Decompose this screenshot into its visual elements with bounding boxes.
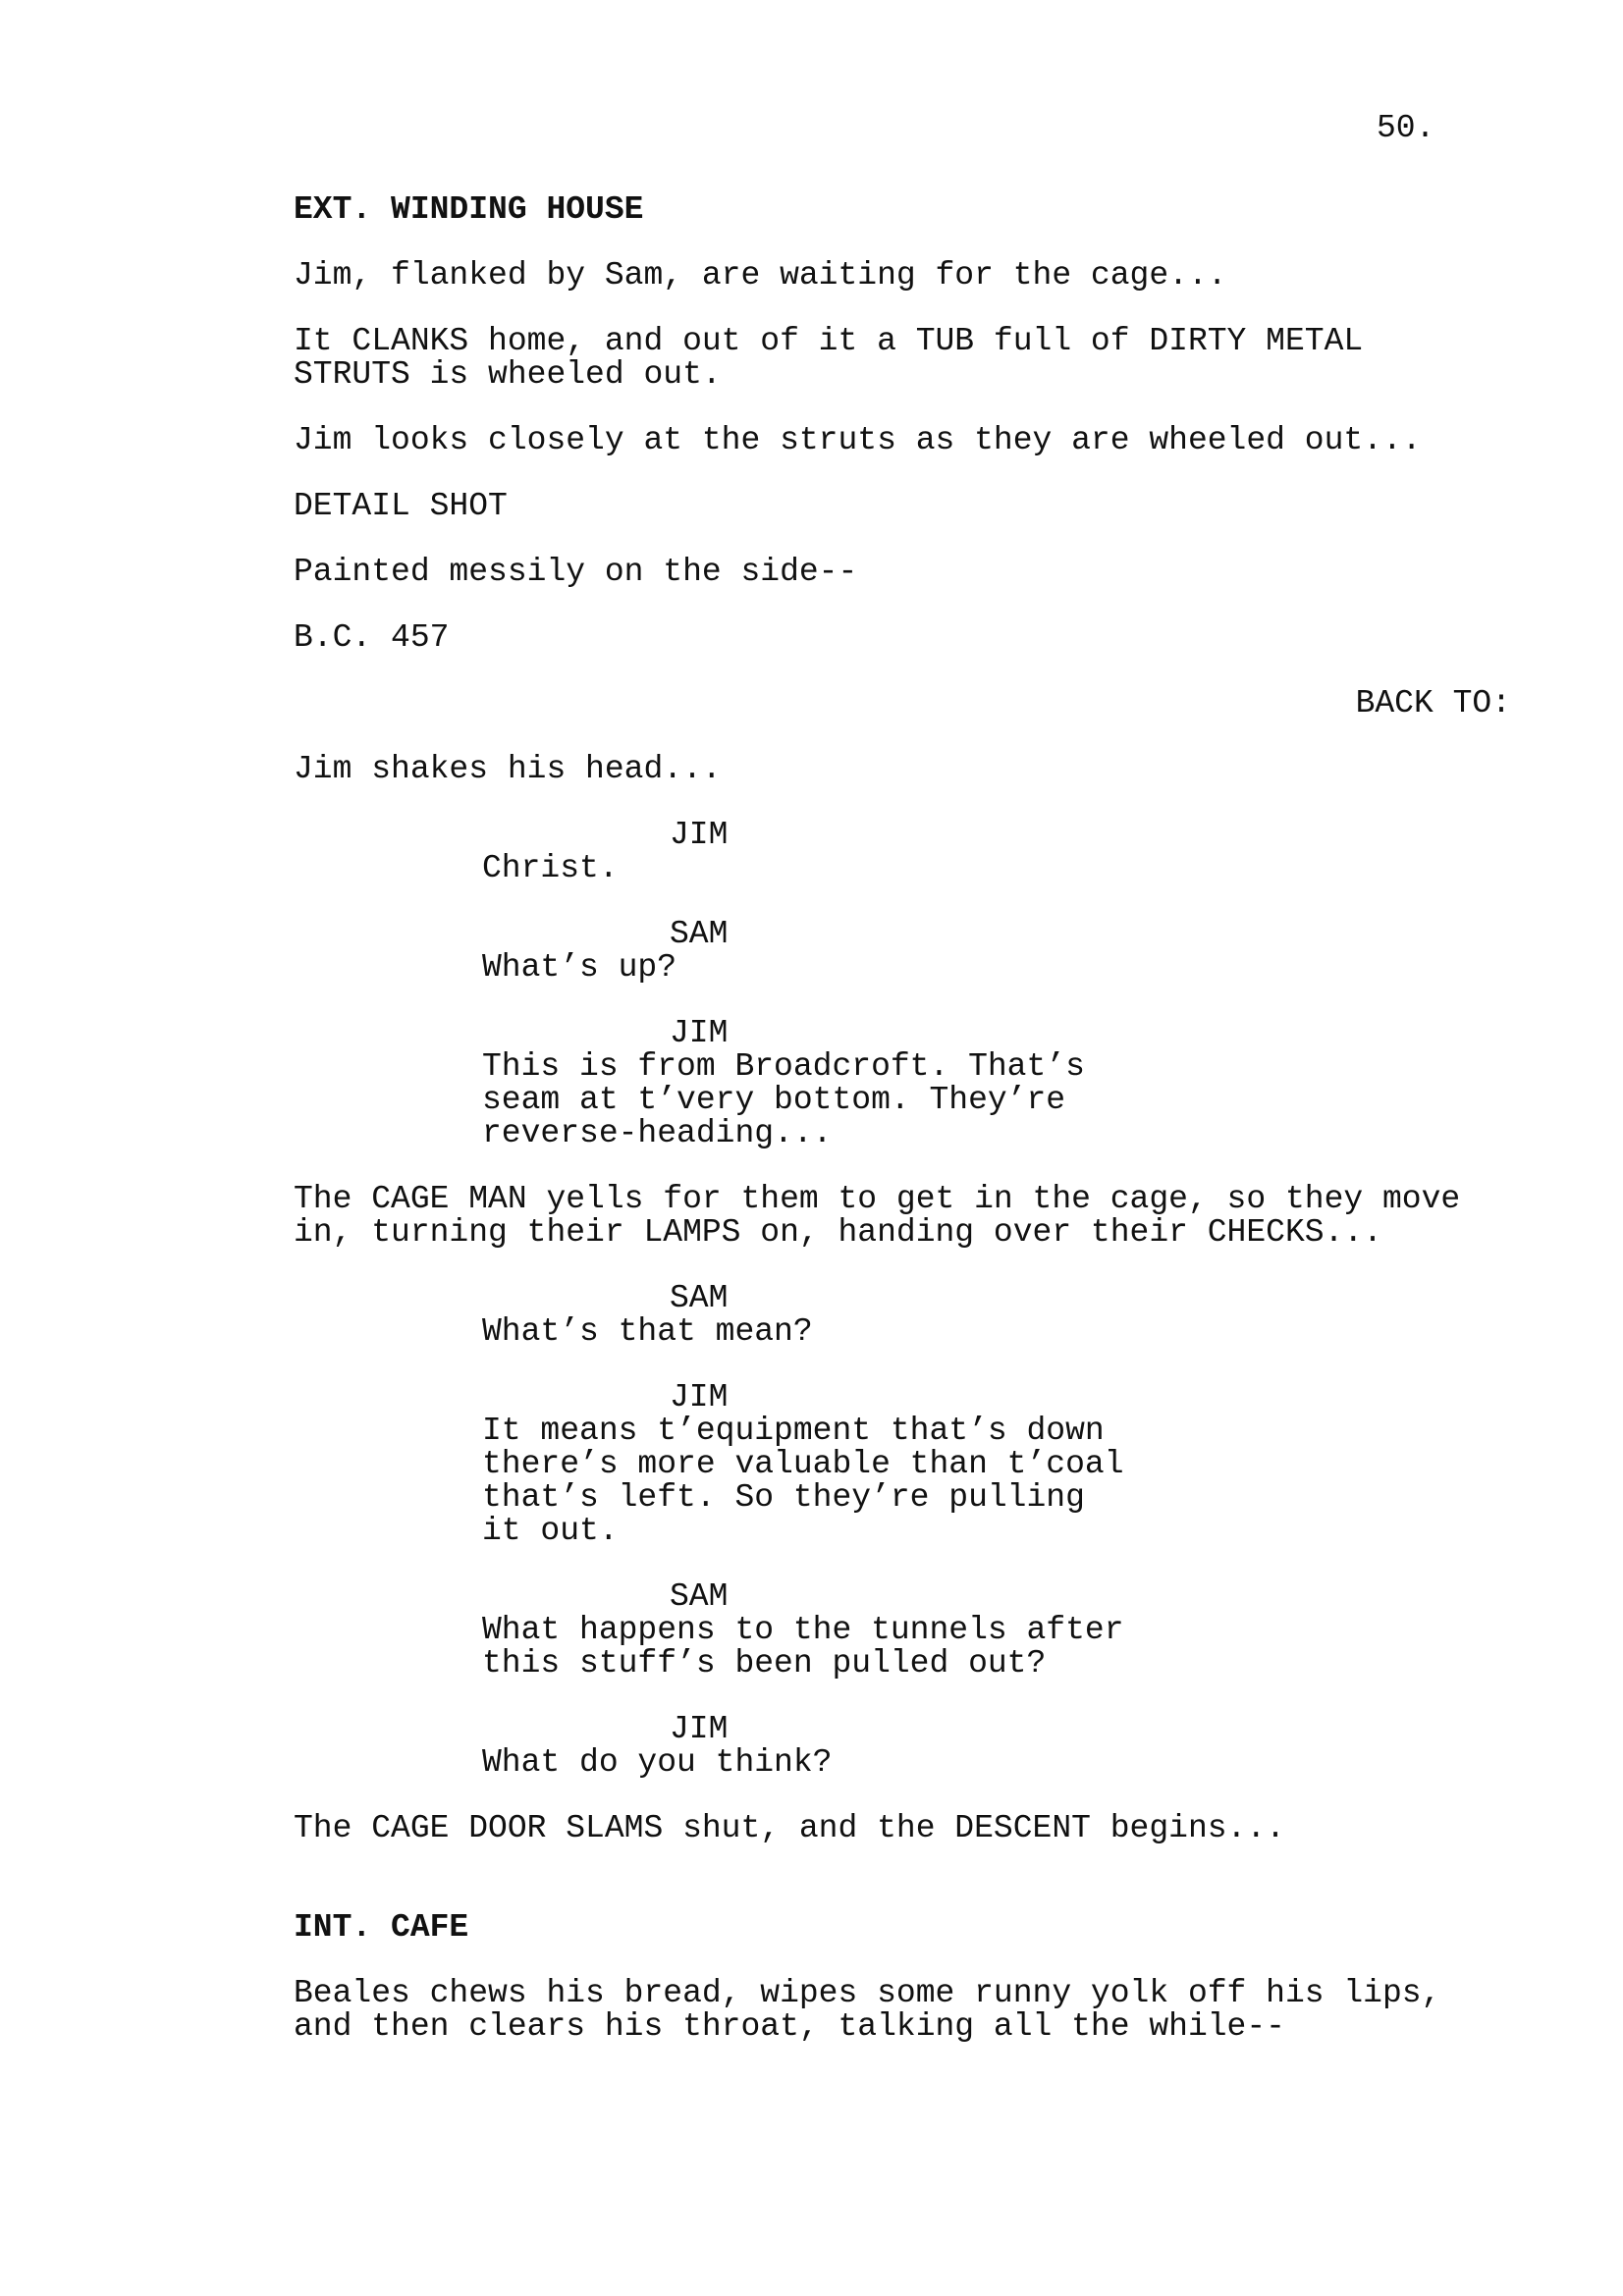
action-line: Painted messily on the side-- [294, 554, 858, 590]
dialogue-line: Christ. [482, 850, 619, 886]
character-name: SAM [670, 1280, 729, 1316]
character-name: SAM [670, 1578, 729, 1615]
dialogue-line: that’s left. So they’re pulling [482, 1479, 1085, 1516]
scene-heading: EXT. WINDING HOUSE [294, 191, 644, 228]
dialogue-line: It means t’equipment that’s down [482, 1413, 1105, 1449]
dialogue-line: What do you think? [482, 1744, 833, 1781]
dialogue-line: What’s that mean? [482, 1313, 813, 1350]
script-content [294, 193, 1511, 2044]
action-line: The CAGE DOOR SLAMS shut, and the DESCENT begins... [294, 1810, 1285, 1846]
character-name: JIM [670, 817, 729, 853]
action-line: Beales chews his bread, wipes some runny yolk off his lips, [294, 1975, 1441, 2011]
page-number: 50. [1377, 110, 1435, 146]
dialogue-line: there’s more valuable than t’coal [482, 1446, 1124, 1482]
shot-line: DETAIL SHOT [294, 488, 508, 524]
action-line: STRUTS is wheeled out. [294, 356, 722, 393]
dialogue-line: this stuff’s been pulled out? [482, 1645, 1047, 1682]
action-line: The CAGE MAN yells for them to get in the cage, so they move [294, 1181, 1461, 1217]
action-line: B.C. 457 [294, 619, 450, 656]
dialogue-line: What happens to the tunnels after [482, 1612, 1124, 1648]
action-line: Jim looks closely at the struts as they are wheeled out... [294, 422, 1422, 458]
action-line: It CLANKS home, and out of it a TUB full of DIRTY METAL [294, 323, 1364, 359]
character-name: JIM [670, 1711, 729, 1747]
dialogue-line: reverse-heading... [482, 1115, 833, 1151]
dialogue-line: seam at t’very bottom. They’re [482, 1082, 1066, 1118]
character-name: JIM [670, 1379, 729, 1415]
dialogue-line: This is from Broadcroft. That’s [482, 1048, 1085, 1085]
action-line: in, turning their LAMPS on, handing over their CHECKS... [294, 1214, 1382, 1251]
transition-line: BACK TO: [1355, 685, 1511, 721]
dialogue-line: it out. [482, 1513, 619, 1549]
character-name: SAM [670, 916, 729, 952]
action-line: Jim shakes his head... [294, 751, 722, 787]
action-line: and then clears his throat, talking all the while-- [294, 2008, 1285, 2045]
scene-heading: INT. CAFE [294, 1909, 469, 1946]
dialogue-line: What’s up? [482, 949, 677, 986]
action-line: Jim, flanked by Sam, are waiting for the cage... [294, 257, 1227, 294]
character-name: JIM [670, 1015, 729, 1051]
